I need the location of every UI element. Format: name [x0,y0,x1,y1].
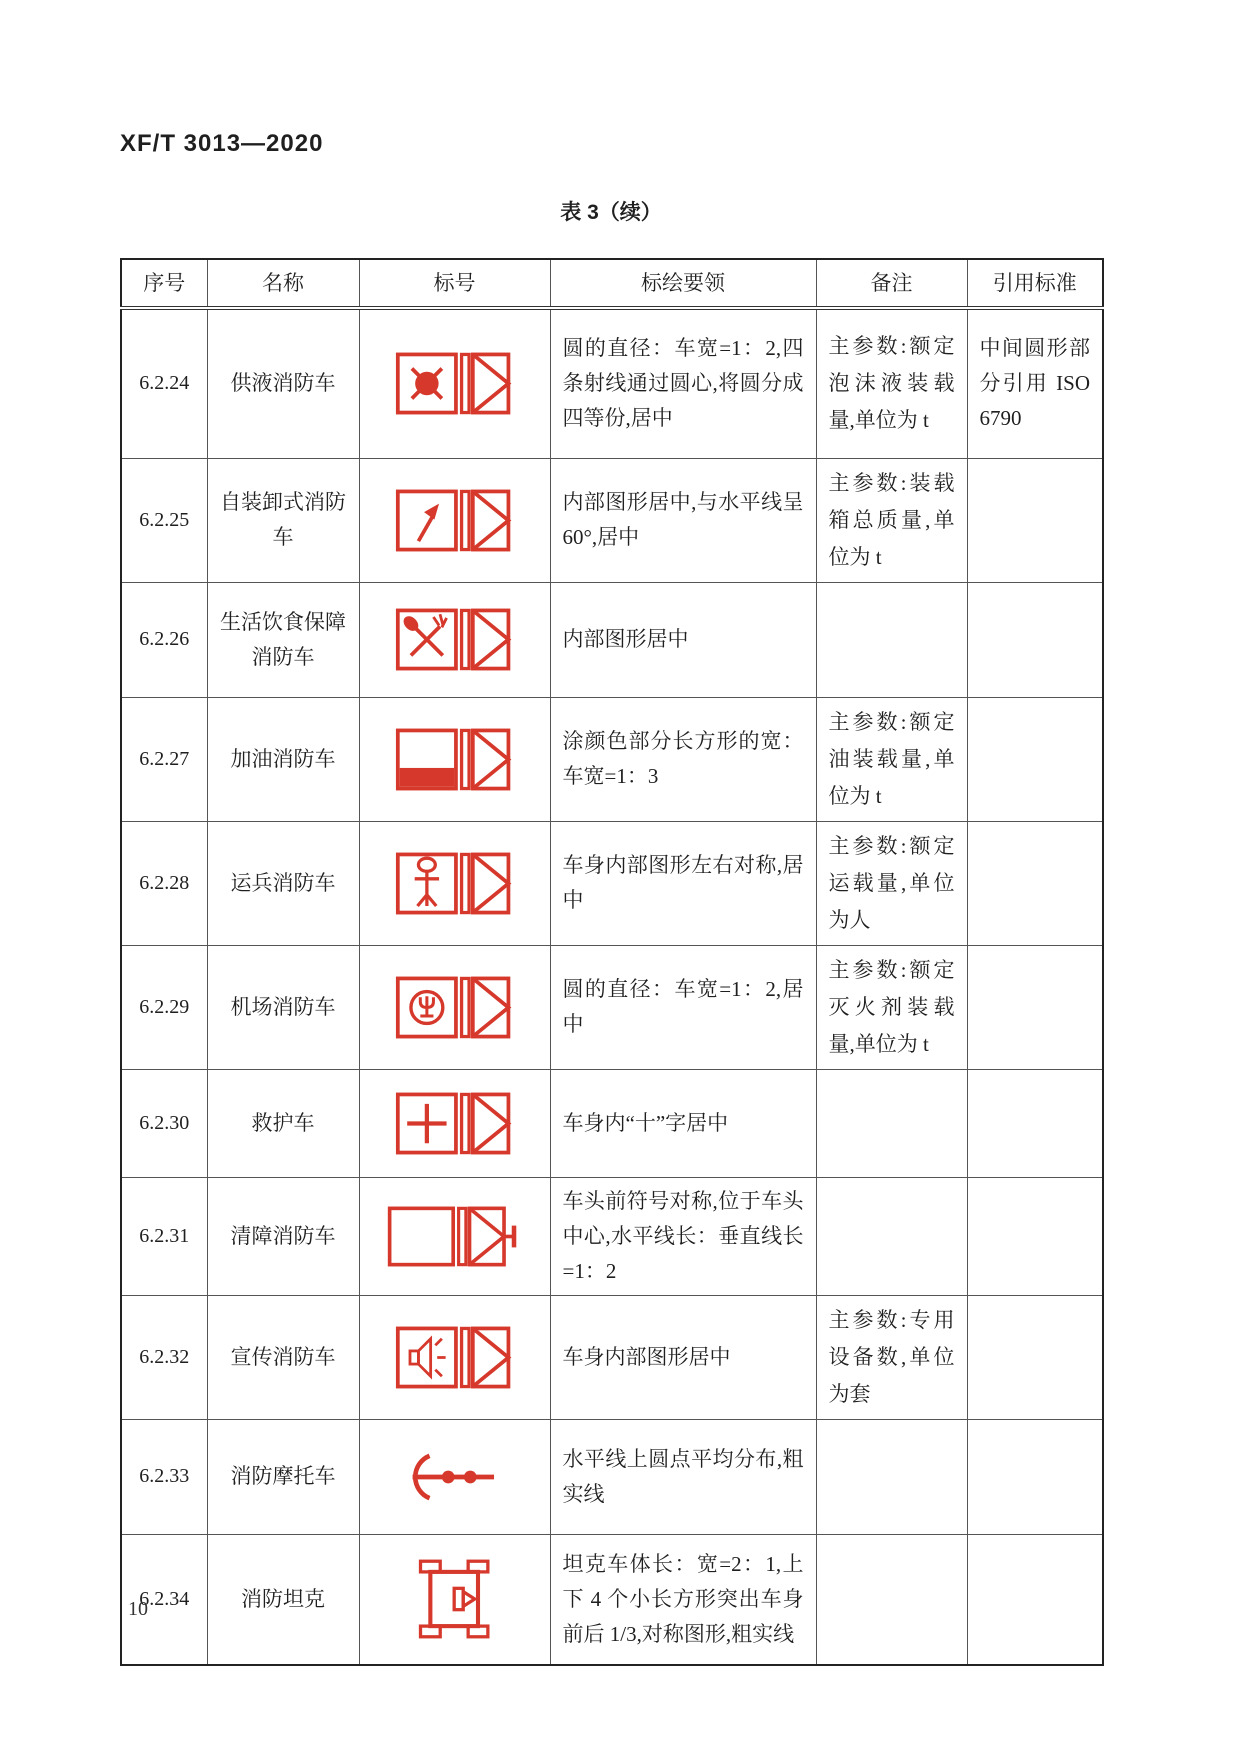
table-title: 表 3（续） [560,201,662,224]
name-cell: 供液消防车 [207,308,359,458]
table-row [121,458,1103,582]
ambulance-icon [392,1086,518,1161]
essentials-cell: 内部图形居中,与水平线呈60°,居中 [550,458,816,582]
remark-cell: 主参数:额定灭火剂装载量,单位为 t [816,945,967,1069]
name-cell: 生活饮食保障消防车 [207,582,359,697]
fire-motorcycle-icon [399,1447,511,1507]
serial-cell: 6.2.32 [121,1295,207,1419]
wrecker-truck-icon [386,1199,524,1274]
essentials-cell: 车身内“十”字居中 [550,1069,816,1177]
table-row [121,308,1103,458]
reference-cell [967,458,1103,582]
table-row [121,1295,1103,1419]
essentials-cell: 车身内部图形左右对称,居中 [550,821,816,945]
remark-cell [816,1069,967,1177]
table-header-row [121,259,1103,308]
serial-cell: 6.2.29 [121,945,207,1069]
symbol-cell [359,458,550,582]
header-essentials: 标绘要领 [550,259,816,308]
header-remark: 备注 [816,259,967,308]
header-serial: 序号 [121,259,207,308]
name-cell: 消防坦克 [207,1534,359,1665]
reference-cell [967,1419,1103,1534]
remark-cell [816,582,967,697]
symbol-cell [359,945,550,1069]
catering-truck-icon [392,602,518,677]
serial-cell: 6.2.26 [121,582,207,697]
remark-cell [816,1419,967,1534]
serial-cell: 6.2.24 [121,308,207,458]
remark-cell: 主参数:额定油装载量,单位为 t [816,697,967,821]
symbol-cell [359,308,550,458]
symbol-cell [359,1069,550,1177]
airport-truck-icon [392,970,518,1045]
table-row [121,1177,1103,1295]
name-cell: 消防摩托车 [207,1419,359,1534]
symbol-cell [359,582,550,697]
refueling-truck-icon [392,722,518,797]
reference-cell [967,821,1103,945]
remark-cell: 主参数:额定泡沫液装载量,单位为 t [816,308,967,458]
name-cell: 救护车 [207,1069,359,1177]
symbol-cell [359,697,550,821]
reference-cell [967,1295,1103,1419]
name-cell: 机场消防车 [207,945,359,1069]
reference-cell [967,582,1103,697]
name-cell: 宣传消防车 [207,1295,359,1419]
liquid-supply-truck-icon [392,346,518,421]
remark-cell: 主参数:额定运载量,单位为人 [816,821,967,945]
table-row [121,1069,1103,1177]
symbol-cell [359,1419,550,1534]
symbol-cell [359,1534,550,1665]
page-number: 10 [128,1598,148,1620]
serial-cell: 6.2.27 [121,697,207,821]
reference-cell: 中间圆形部分引用 ISO 6790 [967,308,1103,458]
serial-cell: 6.2.25 [121,458,207,582]
reference-cell [967,1177,1103,1295]
symbol-table-body [121,308,1103,1665]
reference-cell [967,1534,1103,1665]
essentials-cell: 圆的直径：车宽=1：2,四条射线通过圆心,将圆分成四等份,居中 [550,308,816,458]
table-row [121,1534,1103,1665]
name-cell: 加油消防车 [207,697,359,821]
serial-cell: 6.2.34 [121,1534,207,1665]
symbol-cell [359,821,550,945]
essentials-cell: 坦克车体长：宽=2：1,上下 4 个小长方形突出车身前后 1/3,对称图形,粗实线 [550,1534,816,1665]
remark-cell: 主参数:专用设备数,单位为套 [816,1295,967,1419]
reference-cell [967,945,1103,1069]
essentials-cell: 涂颜色部分长方形的宽：车宽=1：3 [550,697,816,821]
remark-cell: 主参数:装载箱总质量,单位为 t [816,458,967,582]
essentials-cell: 内部图形居中 [550,582,816,697]
reference-cell [967,697,1103,821]
essentials-cell: 车头前符号对称,位于车头中心,水平线长：垂直线长=1：2 [550,1177,816,1295]
header-reference: 引用标准 [967,259,1103,308]
table-row [121,1419,1103,1534]
essentials-cell: 车身内部图形居中 [550,1295,816,1419]
serial-cell: 6.2.30 [121,1069,207,1177]
serial-cell: 6.2.33 [121,1419,207,1534]
table-row [121,697,1103,821]
serial-cell: 6.2.28 [121,821,207,945]
essentials-cell: 圆的直径：车宽=1：2,居中 [550,945,816,1069]
name-cell: 运兵消防车 [207,821,359,945]
serial-cell: 6.2.31 [121,1177,207,1295]
symbol-cell [359,1177,550,1295]
header-name: 名称 [207,259,359,308]
reference-cell [967,1069,1103,1177]
symbol-cell [359,1295,550,1419]
publicity-truck-icon [392,1320,518,1395]
fire-tank-icon [409,1558,501,1640]
name-cell: 清障消防车 [207,1177,359,1295]
symbol-table [120,258,1104,1666]
table-row [121,582,1103,697]
name-cell: 自装卸式消防车 [207,458,359,582]
remark-cell [816,1534,967,1665]
table-row [121,821,1103,945]
troop-transport-truck-icon [392,846,518,921]
remark-cell [816,1177,967,1295]
table-row [121,945,1103,1069]
self-loading-truck-icon [392,483,518,558]
essentials-cell: 水平线上圆点平均分布,粗实线 [550,1419,816,1534]
standard-code: XF/T 3013—2020 [120,130,324,157]
header-symbol: 标号 [359,259,550,308]
